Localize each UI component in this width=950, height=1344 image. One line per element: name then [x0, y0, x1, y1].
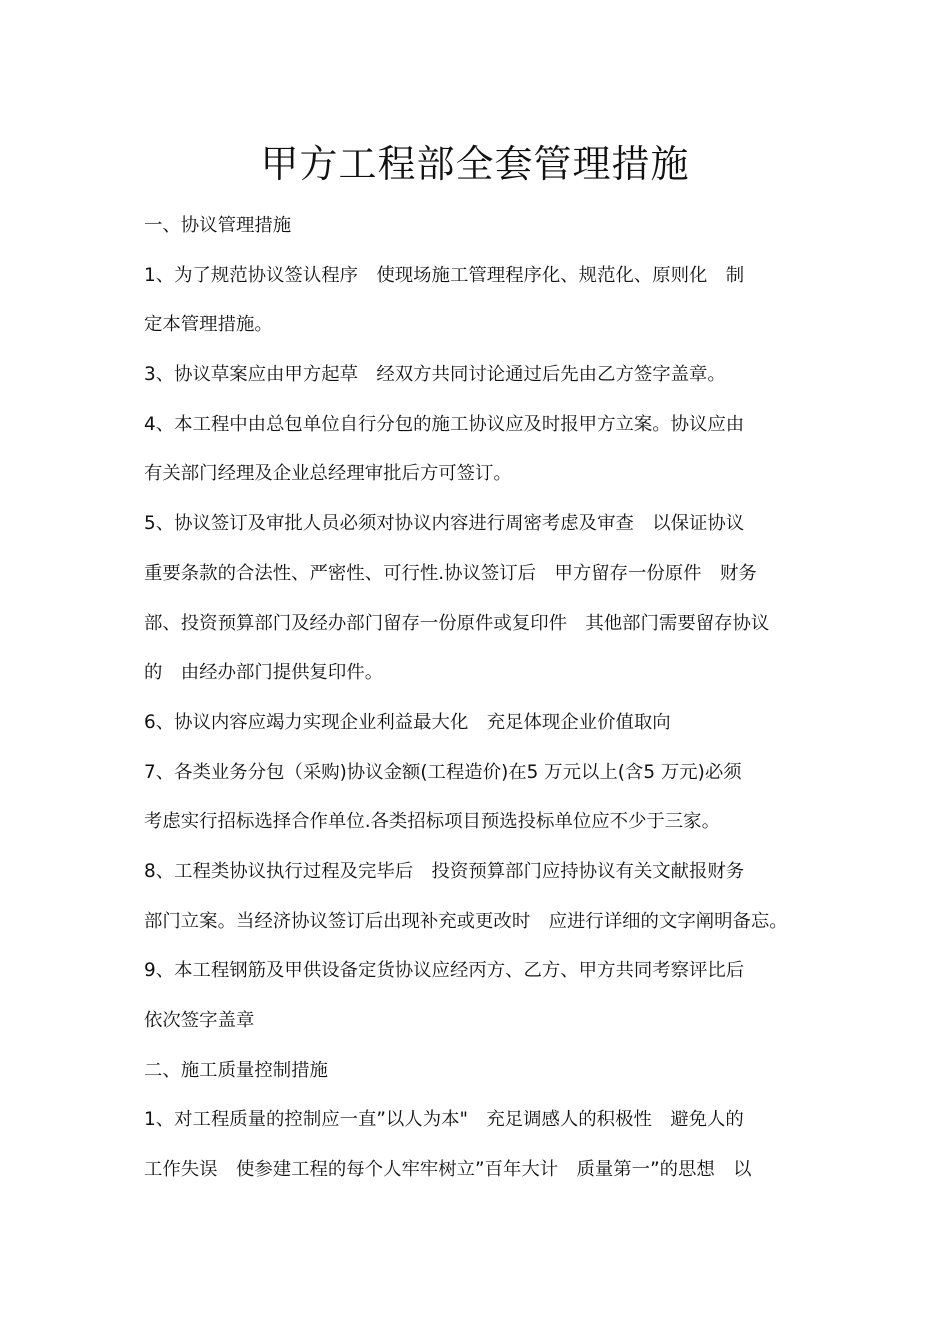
section-heading: 二、施工质量控制措施 — [144, 1059, 328, 1081]
paragraph-line: 1、对工程质量的控制应一直”以人为本" 充足调感人的积极性 避免人的 — [144, 1109, 744, 1131]
paragraph-line: 4、本工程中由总包单位自行分包的施工协议应及时报甲方立案。协议应由 — [144, 413, 745, 435]
document-body — [144, 201, 844, 1195]
paragraph-line: 部门立案。当经济协议签订后出现补充或更改时 应进行详细的文字阐明备忘。 — [144, 910, 788, 932]
paragraph-line: 考虑实行招标选择合作单位.各类招标项目预选投标单位应不少于三家。 — [144, 811, 720, 833]
paragraph-line: 重要条款的合法性、严密性、可行性.协议签订后 甲方留存一份原件 财务 — [144, 562, 757, 584]
document-title: 甲方工程部全套管理措施 — [260, 142, 690, 186]
paragraph-line: 7、各类业务分包（采购)协议金额(工程造价)在5 万元以上(含5 万元)必须 — [144, 761, 742, 783]
paragraph-line: 部、投资预算部门及经办部门留存一份原件或复印件 其他部门需要留存协议 — [144, 612, 770, 634]
paragraph-line: 9、本工程钢筋及甲供设备定货协议应经丙方、乙方、甲方共同考察评比后 — [144, 960, 745, 982]
paragraph-line: 6、协议内容应竭力实现企业利益最大化 充足体现企业价值取向 — [144, 711, 671, 733]
paragraph-line: 有关部门经理及企业总经理审批后方可签订。 — [144, 463, 512, 485]
paragraph-line: 5、协议签订及审批人员必须对协议内容进行周密考虑及审查 以保证协议 — [144, 513, 745, 535]
paragraph-line: 的 由经办部门提供复印件。 — [144, 662, 384, 684]
paragraph-line: 定本管理措施。 — [144, 314, 273, 336]
paragraph-line: 依次签字盖章 — [144, 1010, 255, 1031]
section-heading: 一、协议管理措施 — [144, 215, 292, 236]
paragraph-line: 8、工程类协议执行过程及完毕后 投资预算部门应持协议有关文献报财务 — [144, 860, 745, 882]
paragraph-line: 3、协议草案应由甲方起草 经双方共同讨论通过后先由乙方签字盖章。 — [144, 364, 726, 386]
paragraph-line: 1、为了规范协议签认程序 使现场施工管理程序化、规范化、原则化 制 — [144, 264, 745, 286]
paragraph-line: 工作失误 使参建工程的每个人牢牢树立”百年大计 质量第一”的思想 以 — [144, 1159, 752, 1181]
